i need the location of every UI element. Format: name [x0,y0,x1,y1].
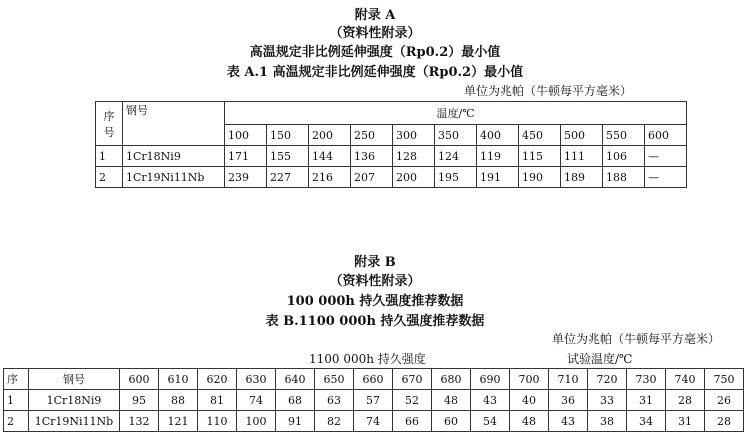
row-value: 28 [666,390,705,411]
table-b-temp-cell: 680 [432,369,471,390]
row-value: — [645,167,687,188]
table-a-temp-cell: 100 [225,125,267,146]
table-b-header-row [4,369,744,390]
table-a-temp-cell: 250 [351,125,393,146]
table-b [3,368,744,432]
table-row [4,411,744,432]
row-value: 106 [603,146,645,167]
row-value: 195 [435,167,477,188]
row-value: 26 [705,390,744,411]
table-b-grade-header: 钢号 [29,369,120,390]
row-value: 43 [549,411,588,432]
row-value: 144 [309,146,351,167]
table-row [96,167,687,188]
row-value: 74 [237,390,276,411]
row-value: 74 [354,411,393,432]
row-value: 31 [666,411,705,432]
appendix-a-title: 附录 A [354,8,396,23]
row-value: 52 [393,390,432,411]
appendix-a-subject: 高温规定非比例延伸强度（Rp0.2）最小值 [249,45,501,60]
row-value: 36 [549,390,588,411]
table-a-temp-header: 温度/℃ [225,102,687,125]
row-value: 115 [519,146,561,167]
row-value: 110 [198,411,237,432]
row-value: 40 [510,390,549,411]
row-value: 119 [477,146,519,167]
row-value: 82 [315,411,354,432]
row-seq: 2 [4,411,29,432]
table-a-seq-header: 序号 [96,102,123,146]
appendix-b-temp-label: 试验温度/℃ [567,352,633,366]
row-value: 155 [267,146,309,167]
table-b-temp-cell: 650 [315,369,354,390]
row-value: 132 [120,411,159,432]
row-value: 48 [510,411,549,432]
table-b-temp-cell: 730 [627,369,666,390]
table-b-temp-cell: 620 [198,369,237,390]
row-seq: 1 [96,146,123,167]
row-value: 128 [393,146,435,167]
row-value: 28 [705,411,744,432]
row-value: 121 [159,411,198,432]
row-value: 48 [432,390,471,411]
row-value: 43 [471,390,510,411]
row-value: 81 [198,390,237,411]
table-a-temp-cell: 300 [393,125,435,146]
row-grade: 1Cr18Ni9 [29,390,120,411]
table-b-temp-cell: 610 [159,369,198,390]
table-b-temp-cell: 660 [354,369,393,390]
row-value: 111 [561,146,603,167]
row-value: 66 [393,411,432,432]
row-grade: 1Cr19Ni11Nb [29,411,120,432]
appendix-b-nature: （资料性附录） [329,274,421,289]
row-value: 63 [315,390,354,411]
row-value: 91 [276,411,315,432]
row-value: 100 [237,411,276,432]
appendix-b-table-caption: 表 B.1100 000h 持久强度推荐数据 [265,314,485,329]
table-b-temp-cell: 630 [237,369,276,390]
table-b-temp-cell: 600 [120,369,159,390]
appendix-b-strength-label: 1100 000h 持久强度 [309,352,426,366]
appendix-b-subject: 100 000h 持久强度推荐数据 [286,294,464,309]
row-value: 31 [627,390,666,411]
table-a-temp-cell: 150 [267,125,309,146]
table-a [95,101,687,188]
row-value: 171 [225,146,267,167]
row-seq: 2 [96,167,123,188]
appendix-a-nature: （资料性附录） [329,26,421,41]
table-a-temp-cell: 400 [477,125,519,146]
table-row [96,146,687,167]
row-value: 200 [393,167,435,188]
row-value: 54 [471,411,510,432]
row-value: 38 [588,411,627,432]
row-value: 57 [354,390,393,411]
table-b-temp-cell: 740 [666,369,705,390]
row-value: 227 [267,167,309,188]
table-a-temp-cell: 200 [309,125,351,146]
row-value: 239 [225,167,267,188]
row-value: — [645,146,687,167]
table-row [4,390,744,411]
table-a-temp-cell: 350 [435,125,477,146]
appendix-b-title: 附录 B [354,255,396,270]
row-value: 191 [477,167,519,188]
row-grade: 1Cr19Ni11Nb [123,167,225,188]
appendix-b-unit: 单位为兆帕（牛顿每平方毫米） [551,332,720,346]
row-value: 33 [588,390,627,411]
table-a-temp-cell: 500 [561,125,603,146]
row-value: 124 [435,146,477,167]
table-b-seq-header: 序 [4,369,29,390]
row-value: 34 [627,411,666,432]
row-value: 136 [351,146,393,167]
table-b-temp-cell: 720 [588,369,627,390]
row-value: 190 [519,167,561,188]
row-value: 68 [276,390,315,411]
row-value: 88 [159,390,198,411]
table-b-temp-cell: 690 [471,369,510,390]
appendix-a-table-caption: 表 A.1 高温规定非比例延伸强度（Rp0.2）最小值 [226,65,524,80]
table-b-temp-cell: 710 [549,369,588,390]
row-value: 95 [120,390,159,411]
row-value: 189 [561,167,603,188]
row-value: 60 [432,411,471,432]
row-seq: 1 [4,390,29,411]
row-value: 216 [309,167,351,188]
table-a-temp-cell: 450 [519,125,561,146]
row-grade: 1Cr18Ni9 [123,146,225,167]
table-b-temp-cell: 640 [276,369,315,390]
table-a-grade-header: 钢号 [123,102,225,146]
table-b-temp-cell: 670 [393,369,432,390]
table-b-temp-cell: 750 [705,369,744,390]
table-a-temp-cell: 600 [645,125,687,146]
table-a-temp-cell: 550 [603,125,645,146]
row-value: 207 [351,167,393,188]
row-value: 188 [603,167,645,188]
table-b-temp-cell: 700 [510,369,549,390]
appendix-a-unit: 单位为兆帕（牛顿每平方毫米） [463,84,632,98]
